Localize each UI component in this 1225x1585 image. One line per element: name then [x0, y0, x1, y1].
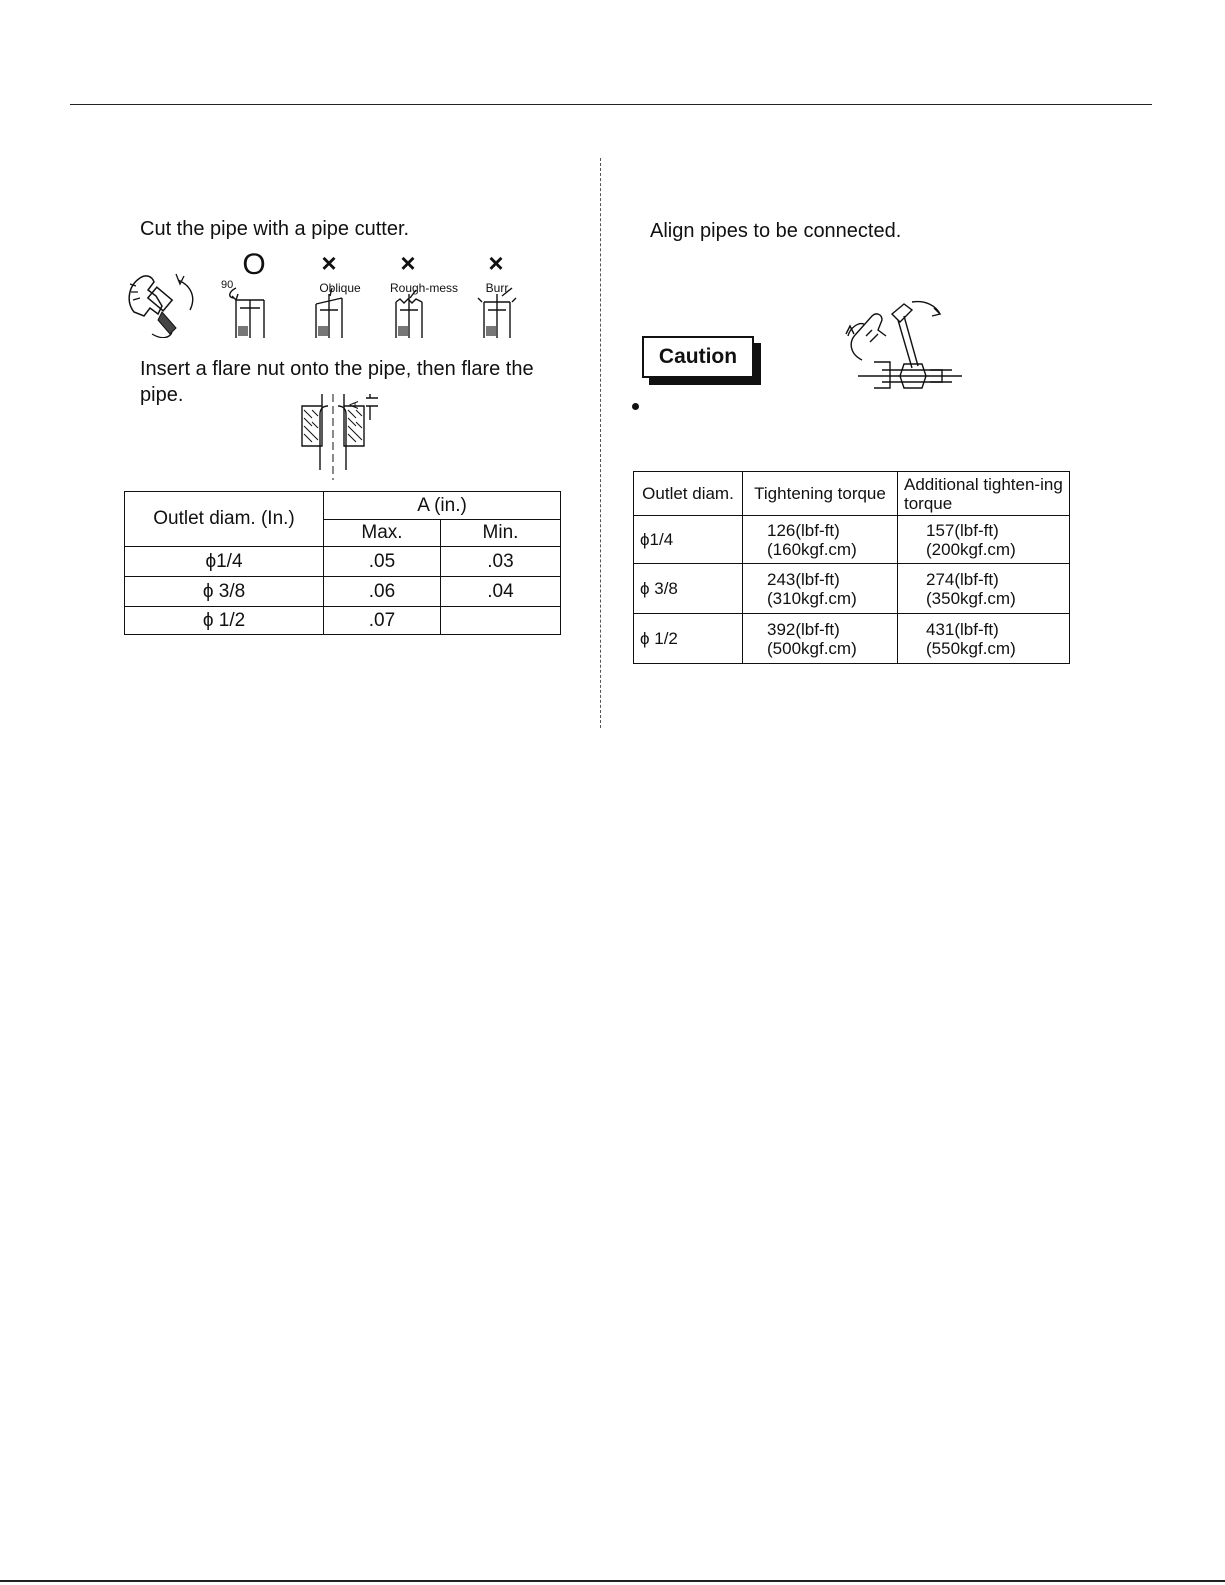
table-cell-torque — [743, 516, 898, 564]
torque-lbf: 126(lbf-ft) — [767, 520, 840, 540]
step-align-pipes: Align pipes to be connected. — [650, 220, 902, 242]
burr-cut-mark: × — [488, 248, 504, 278]
table-cell-additional-torque — [898, 564, 1070, 614]
burr-label: Burr — [485, 281, 509, 295]
torque-kgf: (160kgf.cm) — [767, 539, 857, 559]
torque-lbf: 392(lbf-ft) — [767, 619, 840, 639]
torque-kgf: (500kgf.cm) — [767, 638, 857, 658]
torque-lbf: 431(lbf-ft) — [926, 619, 999, 639]
header-rule — [70, 104, 1152, 105]
header-a: A (in.) — [324, 492, 561, 520]
pipe-cutter-illustration — [122, 262, 202, 338]
column-divider — [600, 158, 601, 728]
footer-rule — [0, 1580, 1225, 1582]
step-cut-pipe: Cut the pipe with a pipe cutter. — [140, 218, 410, 240]
correct-cut-mark: O — [242, 248, 266, 281]
bullet-point — [632, 403, 639, 410]
torque-kgf: (200kgf.cm) — [926, 539, 1016, 559]
table-cell-torque — [743, 614, 898, 664]
table-cell-min: .03 — [441, 547, 561, 577]
table-cell-torque — [743, 564, 898, 614]
table-cell-diam: ϕ1/4 — [125, 547, 324, 577]
flare-diagram — [298, 394, 388, 480]
table-cell-diam: ϕ 1/2 — [634, 614, 743, 664]
oblique-label: Oblique — [319, 281, 361, 295]
caution-label: Caution — [642, 336, 754, 378]
oblique-cut-mark: × — [321, 248, 337, 278]
torque-lbf: 274(lbf-ft) — [926, 569, 999, 589]
table-cell-max: .06 — [324, 577, 441, 607]
torque-kgf: (310kgf.cm) — [767, 588, 857, 608]
table-cell-min: .04 — [441, 577, 561, 607]
table-cell-min — [441, 607, 561, 635]
header-tightening-torque: Tightening torque — [743, 472, 898, 516]
dimension-a-label: A — [347, 400, 362, 410]
table-cell-max: .07 — [324, 607, 441, 635]
wrench-illustration — [842, 296, 962, 392]
torque-lbf: 157(lbf-ft) — [926, 520, 999, 540]
torque-kgf: (550kgf.cm) — [926, 638, 1016, 658]
header-min: Min. — [441, 520, 561, 547]
rough-mess-label: Rough-mess — [389, 281, 459, 295]
step-flare-pipe: Insert a flare nut onto the pipe, then flare the pipe. — [140, 358, 534, 406]
header-outlet-diam: Outlet diam. — [634, 472, 743, 516]
flare-dimension-table — [124, 491, 561, 635]
table-cell-diam: ϕ1/4 — [634, 516, 743, 564]
torque-table — [633, 471, 1070, 664]
rough-cut-mark: × — [400, 248, 416, 278]
table-cell-diam: ϕ 1/2 — [125, 607, 324, 635]
table-cell-max: .05 — [324, 547, 441, 577]
table-cell-diam: ϕ 3/8 — [634, 564, 743, 614]
header-additional-torque: Additional tighten-ing torque — [898, 472, 1070, 516]
header-outlet-diam: Outlet diam. (In.) — [125, 492, 324, 547]
pipe-cut-diagrams — [220, 286, 520, 344]
table-cell-additional-torque — [898, 516, 1070, 564]
torque-lbf: 243(lbf-ft) — [767, 569, 840, 589]
torque-kgf: (350kgf.cm) — [926, 588, 1016, 608]
table-cell-diam: ϕ 3/8 — [125, 577, 324, 607]
table-cell-additional-torque — [898, 614, 1070, 664]
header-max: Max. — [324, 520, 441, 547]
angle-label: 90 — [221, 279, 234, 291]
